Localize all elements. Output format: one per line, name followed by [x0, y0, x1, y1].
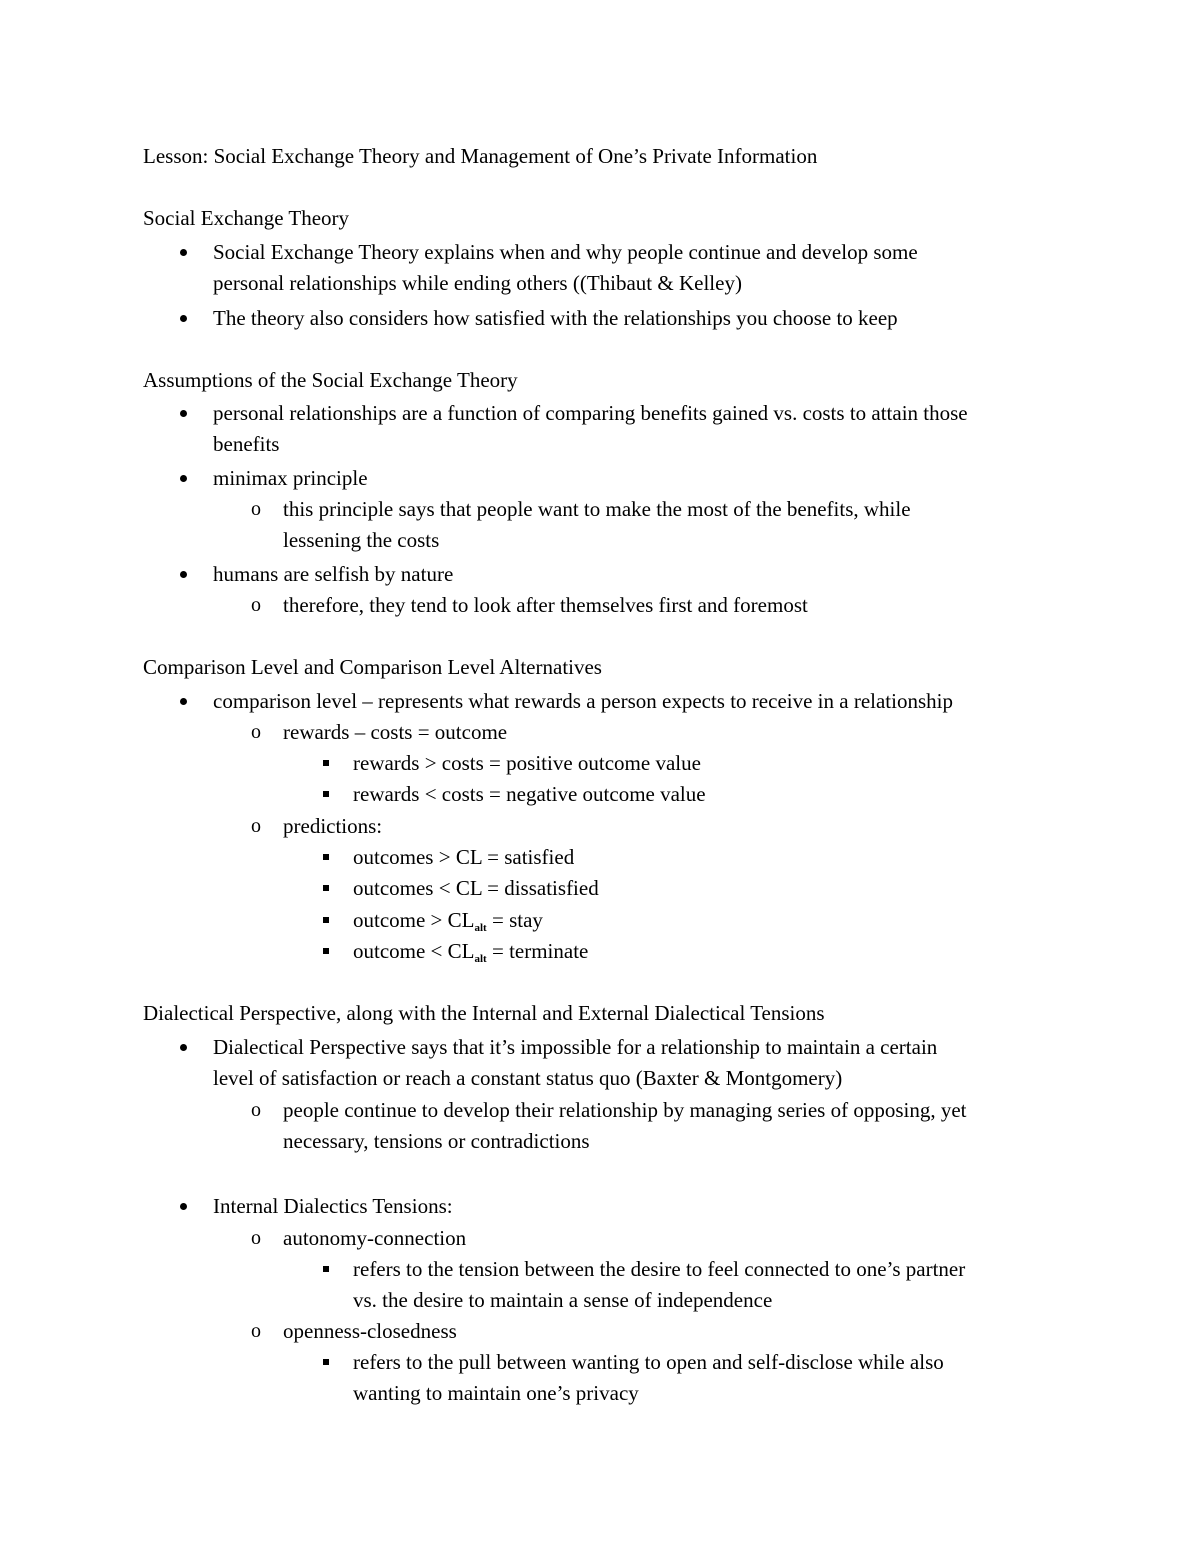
alt-subscript: alt [474, 953, 487, 965]
sub-sub-list-item: outcomes < CL = dissatisfied [353, 876, 599, 900]
sub-bullet-icon: o [251, 721, 261, 743]
sub-list-item: therefore, they tend to look after themselves first and foremost [283, 593, 808, 617]
bullet-icon [168, 463, 198, 482]
sub-bullet-icon: o [251, 1227, 261, 1249]
square-bullet-icon [311, 842, 341, 860]
bullet-icon [168, 303, 198, 322]
square-bullet-icon [311, 779, 341, 797]
list-item: The theory also considers how satisfied with the relationships you choose to keep [213, 306, 898, 330]
prediction-result: = stay [486, 908, 543, 932]
sub-sub-list-item: rewards < costs = negative outcome value [353, 782, 706, 806]
section-heading-set: Social Exchange Theory [143, 206, 350, 230]
sub-bullet-icon: o [251, 815, 261, 837]
bullet-icon [168, 559, 198, 578]
list-item: Dialectical Perspective says that it’s impossible for a relationship to maintain a certain [213, 1035, 938, 1059]
bullet-icon [168, 237, 198, 256]
list-item: personal relationships are a function of comparing benefits gained vs. costs to attain those [213, 401, 968, 425]
sub-list-item: people continue to develop their relationship by managing series of opposing, yet [283, 1098, 967, 1122]
section-heading-dialectical: Dialectical Perspective, along with the Internal and External Dialectical Tensions [143, 1001, 825, 1025]
prediction-text: outcome > CL [353, 908, 475, 932]
sub-sub-list-item [353, 936, 588, 967]
sub-bullet-icon: o [251, 594, 261, 616]
sub-bullet-icon: o [251, 498, 261, 520]
lesson-title: Lesson: Social Exchange Theory and Management of One’s Private Information [143, 144, 818, 168]
list-item-continued: benefits [213, 432, 280, 456]
list-item: Internal Dialectics Tensions: [213, 1194, 453, 1218]
square-bullet-icon [311, 748, 341, 766]
sub-sub-list-item-continued: wanting to maintain one’s privacy [353, 1381, 639, 1405]
sub-list-item: rewards – costs = outcome [283, 720, 508, 744]
list-item-continued: level of satisfaction or reach a constant status quo (Baxter & Montgomery) [213, 1066, 843, 1090]
list-item-continued: personal relationships while ending others ((Thibaut & Kelley) [213, 271, 742, 295]
list-item: Social Exchange Theory explains when and why people continue and develop some [213, 240, 918, 264]
square-bullet-icon [311, 936, 341, 954]
sub-sub-list-item: refers to the pull between wanting to open and self-disclose while also [353, 1350, 944, 1374]
alt-subscript: alt [474, 922, 487, 934]
list-item: humans are selfish by nature [213, 562, 454, 586]
sub-list-item: this principle says that people want to make the most of the benefits, while [283, 497, 911, 521]
square-bullet-icon [311, 1347, 341, 1365]
sub-list-item-continued: lessening the costs [283, 528, 440, 552]
prediction-result: = terminate [486, 939, 589, 963]
sub-list-item: openness-closedness [283, 1319, 457, 1343]
prediction-text: outcome < CL [353, 939, 475, 963]
sub-list-item: predictions: [283, 814, 383, 838]
square-bullet-icon [311, 1254, 341, 1272]
sub-sub-list-item-continued: vs. the desire to maintain a sense of independence [353, 1288, 773, 1312]
section-heading-assumptions: Assumptions of the Social Exchange Theory [143, 368, 518, 392]
sub-sub-list-item: outcomes > CL = satisfied [353, 845, 575, 869]
square-bullet-icon [311, 873, 341, 891]
list-item: minimax principle [213, 466, 368, 490]
sub-bullet-icon: o [251, 1320, 261, 1342]
section-heading-comparison: Comparison Level and Comparison Level Alternatives [143, 655, 602, 679]
sub-list-item-continued: necessary, tensions or contradictions [283, 1129, 590, 1153]
sub-sub-list-item: refers to the tension between the desire to feel connected to one’s partner [353, 1257, 966, 1281]
square-bullet-icon [311, 905, 341, 923]
sub-bullet-icon: o [251, 1099, 261, 1121]
sub-list-item: autonomy-connection [283, 1226, 467, 1250]
sub-sub-list-item: rewards > costs = positive outcome value [353, 751, 701, 775]
bullet-icon [168, 398, 198, 417]
bullet-icon [168, 1032, 198, 1051]
bullet-icon [168, 686, 198, 705]
bullet-icon [168, 1191, 198, 1210]
sub-sub-list-item [353, 905, 543, 936]
list-item: comparison level – represents what rewards a person expects to receive in a relationship [213, 689, 953, 713]
